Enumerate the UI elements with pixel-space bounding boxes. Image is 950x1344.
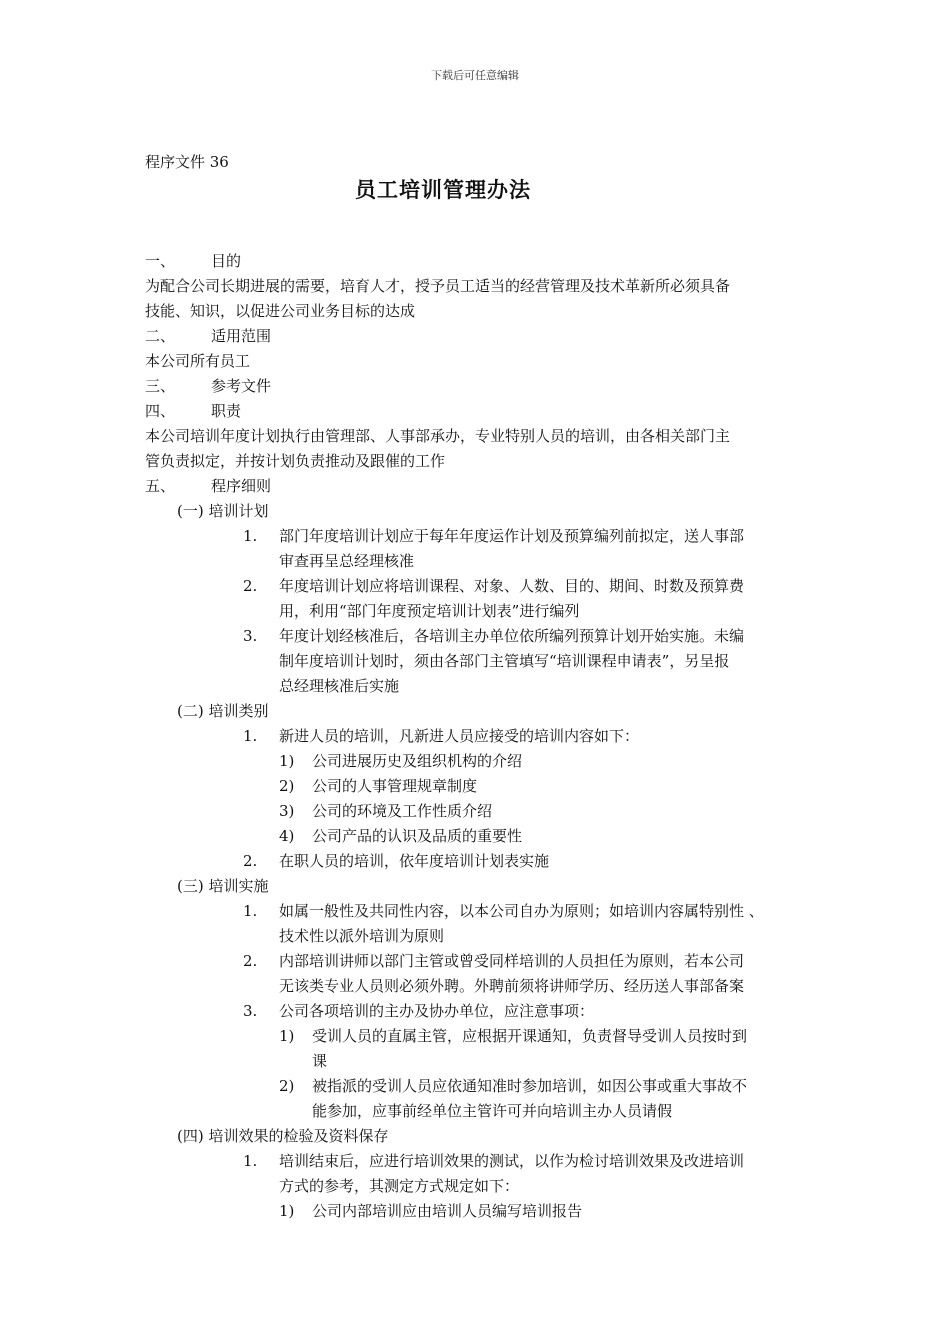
item-text-line: 制年度培训计划时，须由各部门主管填写“培训课程申请表”，另呈报 — [279, 652, 730, 670]
list-item — [145, 624, 810, 699]
item-text-line: 年度培训计划应将培训课程、对象、人数、目的、期间、时数及预算费 — [279, 577, 745, 595]
item-number: 2. — [243, 577, 258, 595]
list-item — [145, 574, 810, 624]
item-number: 2. — [243, 852, 258, 870]
item-text-line: 培训结束后，应进行培训效果的测试，以作为检讨培训效果及改进培训 — [279, 1152, 745, 1170]
section-heading — [145, 399, 810, 424]
list-item — [145, 524, 810, 574]
section-number: 四、 — [145, 402, 176, 420]
document-label: 程序文件 36 — [145, 153, 229, 171]
sub-item-text-line: 公司的环境及工作性质介绍 — [312, 802, 493, 820]
sub-item-number: 1) — [279, 752, 295, 770]
subsection-heading: (三) 培训实施 — [177, 877, 269, 895]
item-text-line: 方式的参考，其测定方式规定如下： — [279, 1177, 520, 1195]
item-number: 1. — [243, 727, 258, 745]
list-item — [145, 1149, 810, 1199]
sub-list-item — [145, 1024, 810, 1074]
list-item — [145, 999, 810, 1024]
list-item — [145, 899, 810, 949]
sub-item-number: 1) — [279, 1202, 295, 1220]
sub-item-number: 4) — [279, 827, 295, 845]
paragraph-line: 本公司培训年度计划执行由管理部、人事部承办，专业特别人员的培训，由各相关部门主 — [145, 427, 731, 445]
item-text-line: 审查再呈总经理核准 — [279, 552, 415, 570]
item-text-line: 如属一般性及共同性内容，以本公司自办为原则；如培训内容属特别性 、 — [279, 902, 764, 920]
section-heading — [145, 474, 810, 499]
sub-item-number: 3) — [279, 802, 295, 820]
section-title: 目的 — [211, 252, 242, 270]
section-number: 三、 — [145, 377, 176, 395]
sub-list-item — [145, 824, 810, 849]
item-number: 1. — [243, 1152, 258, 1170]
item-text-line: 年度计划经核准后，各培训主办单位依所编列预算计划开始实施。未编 — [279, 627, 745, 645]
section-number: 五、 — [145, 477, 176, 495]
item-number: 3. — [243, 1002, 258, 1020]
item-number: 1. — [243, 527, 258, 545]
item-number: 3. — [243, 627, 258, 645]
item-text-line: 用，利用“部门年度预定培训计划表”进行编列 — [279, 602, 580, 620]
section-heading — [145, 324, 810, 349]
paragraph-line: 本公司所有员工 — [145, 352, 251, 370]
sub-item-number: 2) — [279, 1077, 295, 1095]
subsection-heading: (一) 培训计划 — [177, 502, 269, 520]
sub-list-item — [145, 1199, 810, 1224]
sub-item-text-line: 公司的人事管理规章制度 — [312, 777, 478, 795]
sub-item-text-line: 公司内部培训应由培训人员编写培训报告 — [312, 1202, 583, 1220]
section-title: 适用范围 — [211, 327, 272, 345]
item-text-line: 无该类专业人员则必须外聘。外聘前须将讲师学历、经历送人事部备案 — [279, 977, 745, 995]
list-item — [145, 724, 810, 749]
item-number: 2. — [243, 952, 258, 970]
item-text-line: 部门年度培训计划应于每年年度运作计划及预算编列前拟定，送人事部 — [279, 527, 745, 545]
item-text-line: 新进人员的培训，凡新进人员应接受的培训内容如下： — [279, 727, 640, 745]
item-text-line: 在职人员的培训，依年度培训计划表实施 — [279, 852, 550, 870]
subsection-heading: (二) 培训类别 — [177, 702, 269, 720]
paragraph-line: 技能、知识，以促进公司业务目标的达成 — [145, 302, 416, 320]
sub-list-item — [145, 749, 810, 774]
section-title: 职责 — [211, 402, 242, 420]
sub-item-text-line: 被指派的受训人员应依通知准时参加培训，如因公事或重大事故不 — [312, 1077, 748, 1095]
document-title: 员工培训管理办法 — [355, 177, 531, 202]
section-heading — [145, 249, 810, 274]
item-text-line: 技术性以派外培训为原则 — [279, 927, 445, 945]
sub-item-text-line: 课 — [312, 1052, 328, 1070]
list-item — [145, 849, 810, 874]
sub-item-text-line: 能参加，应事前经单位主管许可并向培训主办人员请假 — [312, 1102, 673, 1120]
sub-list-item — [145, 799, 810, 824]
section-title: 程序细则 — [211, 477, 272, 495]
sub-item-text-line: 公司进展历史及组织机构的介绍 — [312, 752, 523, 770]
sub-item-number: 1) — [279, 1027, 295, 1045]
item-text-line: 内部培训讲师以部门主管或曾受同样培训的人员担任为原则，若本公司 — [279, 952, 745, 970]
sub-item-text-line: 公司产品的认识及品质的重要性 — [312, 827, 523, 845]
sub-item-number: 2) — [279, 777, 295, 795]
paragraph-line: 管负责拟定，并按计划负责推动及跟催的工作 — [145, 452, 446, 470]
document-body — [145, 249, 810, 1224]
item-number: 1. — [243, 902, 258, 920]
sub-list-item — [145, 774, 810, 799]
item-text-line: 公司各项培训的主办及协办单位，应注意事项： — [279, 1002, 595, 1020]
sub-item-text-line: 受训人员的直属主管，应根据开课通知，负责督导受训人员按时到 — [312, 1027, 748, 1045]
sub-list-item — [145, 1074, 810, 1124]
section-number: 二、 — [145, 327, 176, 345]
list-item — [145, 949, 810, 999]
section-heading — [145, 374, 810, 399]
header-note: 下载后可任意编辑 — [431, 69, 519, 82]
section-number: 一、 — [145, 252, 176, 270]
section-title: 参考文件 — [211, 377, 272, 395]
subsection-heading: (四) 培训效果的检验及资料保存 — [177, 1127, 389, 1145]
paragraph-line: 为配合公司长期进展的需要，培育人才，授予员工适当的经营管理及技术革新所必须具备 — [145, 277, 731, 295]
item-text-line: 总经理核准后实施 — [279, 677, 400, 695]
